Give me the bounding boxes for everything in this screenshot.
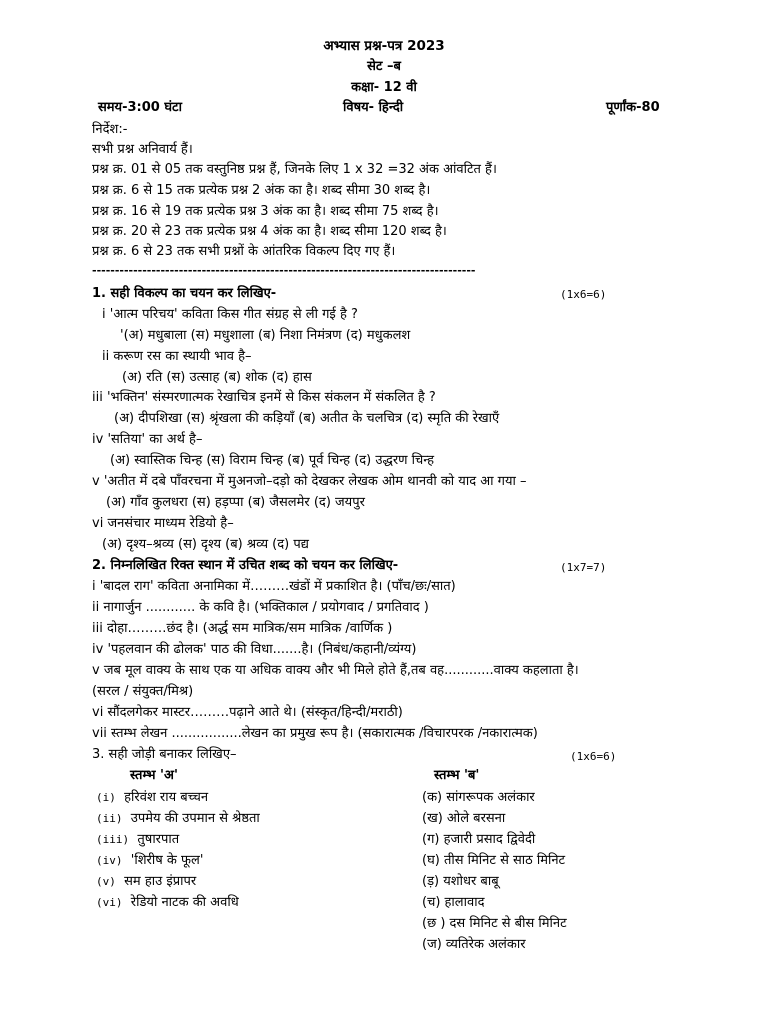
instruction-line: सभी प्रश्न अनिवार्य हैं। bbox=[92, 142, 193, 157]
column-a-heading: स्तम्भ 'अ' bbox=[130, 768, 178, 783]
column-b-item: (छ ) दस मिनिट से बीस मिनिट bbox=[422, 916, 567, 931]
q1-heading: 1. सही विकल्प का चयन कर लिखिए- bbox=[92, 286, 277, 301]
q1-question: v 'अतीत में दबे पाँवरचना में मुअनजो–दड़ो को देखकर लेखक ओम थानवी को याद आ गया – bbox=[92, 474, 527, 489]
column-a-item: (vi) रेडियो नाटक की अवधि bbox=[96, 895, 239, 910]
column-b-item: (ज) व्यतिरेक अलंकार bbox=[422, 937, 526, 952]
set-label: सेट –ब bbox=[367, 59, 401, 74]
q2-item: iii दोहा………छंद है। (अर्द्ध सम मात्रिक/सम मात्रिक /वार्णिक ) bbox=[92, 621, 393, 636]
q1-marks: (1x6=6) bbox=[560, 288, 607, 301]
q1-question: iv 'सतिया' का अर्थ है– bbox=[92, 432, 203, 447]
column-a-item: (ii) उपमेय की उपमान से श्रेष्ठता bbox=[96, 811, 260, 826]
column-b-item: (ग) हजारी प्रसाद द्विवेदी bbox=[422, 832, 536, 847]
q2-item: vii स्तम्भ लेखन .................लेखन का प्रमुख रूप है। (सकारात्मक /विचारपरक /नकारात्मक) bbox=[92, 726, 538, 741]
q1-options: (अ) गाँव कुलधरा (स) हड़प्पा (ब) जैसलमेर (द) जयपुर bbox=[106, 495, 365, 510]
column-b-item: (ख) ओले बरसना bbox=[422, 811, 506, 826]
column-b-item: (क) सांगरूपक अलंकार bbox=[422, 790, 535, 805]
q2-item: v जब मूल वाक्य के साथ एक या अधिक वाक्य और भी मिले होते हैं,तब वह............वाक्य कहलाता है। bbox=[92, 663, 579, 678]
q1-options: (अ) रति (स) उत्साह (ब) शोक (द) हास bbox=[122, 370, 312, 385]
q1-question: vi जनसंचार माध्यम रेडियो है– bbox=[92, 516, 234, 531]
column-b-heading: स्तम्भ 'ब' bbox=[434, 768, 480, 783]
instruction-line: प्रश्न क्र. 01 से 05 तक वस्तुनिष्ठ प्रश्न हैं, जिनके लिए 1 x 32 =32 अंक आंवटित हैं। bbox=[92, 162, 497, 177]
q1-options: '(अ) मधुबाला (स) मधुशाला (ब) निशा निमंत्रण (द) मधुकलश bbox=[120, 328, 411, 343]
q1-question: iii 'भक्तिन' संस्मरणात्मक रेखाचित्र इनमें से किस संकलन में संकलित है ? bbox=[92, 390, 436, 405]
subject-label: विषय- हिन्दी bbox=[343, 100, 404, 115]
instruction-line: प्रश्न क्र. 16 से 19 तक प्रत्येक प्रश्न 3 अंक का है। शब्द सीमा 75 शब्द है। bbox=[92, 204, 439, 219]
q2-item: (सरल / संयुक्त/मिश्र) bbox=[92, 684, 194, 699]
q2-item: ii नागार्जुन ............ के कवि है। (भक्तिकाल / प्रयोगवाद / प्रगतिवाद ) bbox=[92, 600, 429, 615]
q2-item: i 'बादल राग' कविता अनामिका में………खंडों में प्रकाशित है। (पाँच/छः/सात) bbox=[92, 579, 456, 594]
q2-heading: 2. निम्नलिखित रिक्त स्थान में उचित शब्द को चयन कर लिखिए- bbox=[92, 558, 399, 573]
q1-options: (अ) दृश्य–श्रव्य (स) दृश्य (ब) श्रव्य (द) पद्य bbox=[102, 537, 309, 552]
column-b-item: (च) हालावाद bbox=[422, 895, 485, 910]
instruction-line: प्रश्न क्र. 20 से 23 तक प्रत्येक प्रश्न 4 अंक का है। शब्द सीमा 120 शब्द है। bbox=[92, 224, 447, 239]
column-a-item: (iv) 'शिरीष के फूल' bbox=[96, 853, 204, 868]
q2-item: vi सौंदलगेकर मास्टर………पढ़ाने आते थे। (संस्कृत/हिन्दी/मराठी) bbox=[92, 705, 403, 720]
q3-marks: (1x6=6) bbox=[570, 750, 617, 763]
q1-question: i 'आत्म परिचय' कविता किस गीत संग्रह से ली गई है ? bbox=[102, 307, 358, 322]
column-a-item: (iii) तुषारपात bbox=[96, 832, 180, 847]
q2-item: iv 'पहलवान की ढोलक' पाठ की विधा.......है। (निबंध/कहानी/व्यंग्य) bbox=[92, 642, 417, 657]
column-b-item: (ड़) यशोधर बाबू bbox=[422, 874, 499, 889]
column-b-item: (घ) तीस मिनिट से साठ मिनिट bbox=[422, 853, 566, 868]
column-a-item: (v) सम हाउ इंप्रापर bbox=[96, 874, 197, 889]
q1-question: ii करूण रस का स्थायी भाव है– bbox=[102, 349, 252, 364]
q1-options: (अ) दीपशिखा (स) श्रृंखला की कड़ियाँ (ब) अतीत के चलचित्र (द) स्मृति की रेखाएँ bbox=[114, 411, 500, 426]
q3-heading: 3. सही जोड़ी बनाकर लिखिए– bbox=[92, 747, 237, 762]
class-label: कक्षा- 12 वी bbox=[351, 80, 417, 95]
q2-marks: (1x7=7) bbox=[560, 561, 607, 574]
instruction-line: प्रश्न क्र. 6 से 15 तक प्रत्येक प्रश्न 2 अंक का है। शब्द सीमा 30 शब्द है। bbox=[92, 183, 431, 198]
marks-label: पूर्णांक-80 bbox=[606, 100, 660, 115]
instructions-heading: निर्देश:- bbox=[92, 122, 128, 137]
instruction-line: प्रश्न क्र. 6 से 23 तक सभी प्रश्नों के आंतरिक विकल्प दिए गए हैं। bbox=[92, 244, 396, 259]
time-label: समय-3:00 घंटा bbox=[98, 100, 182, 115]
divider-line: ------------------------------------------------------------------------------------ bbox=[92, 264, 476, 277]
paper-title: अभ्यास प्रश्न-पत्र 2023 bbox=[323, 38, 445, 54]
q1-options: (अ) स्वास्तिक चिन्ह (स) विराम चिन्ह (ब) पूर्व चिन्ह (द) उद्धरण चिन्ह bbox=[110, 453, 435, 468]
column-a-item: (i) हरिवंश राय बच्चन bbox=[96, 790, 209, 805]
